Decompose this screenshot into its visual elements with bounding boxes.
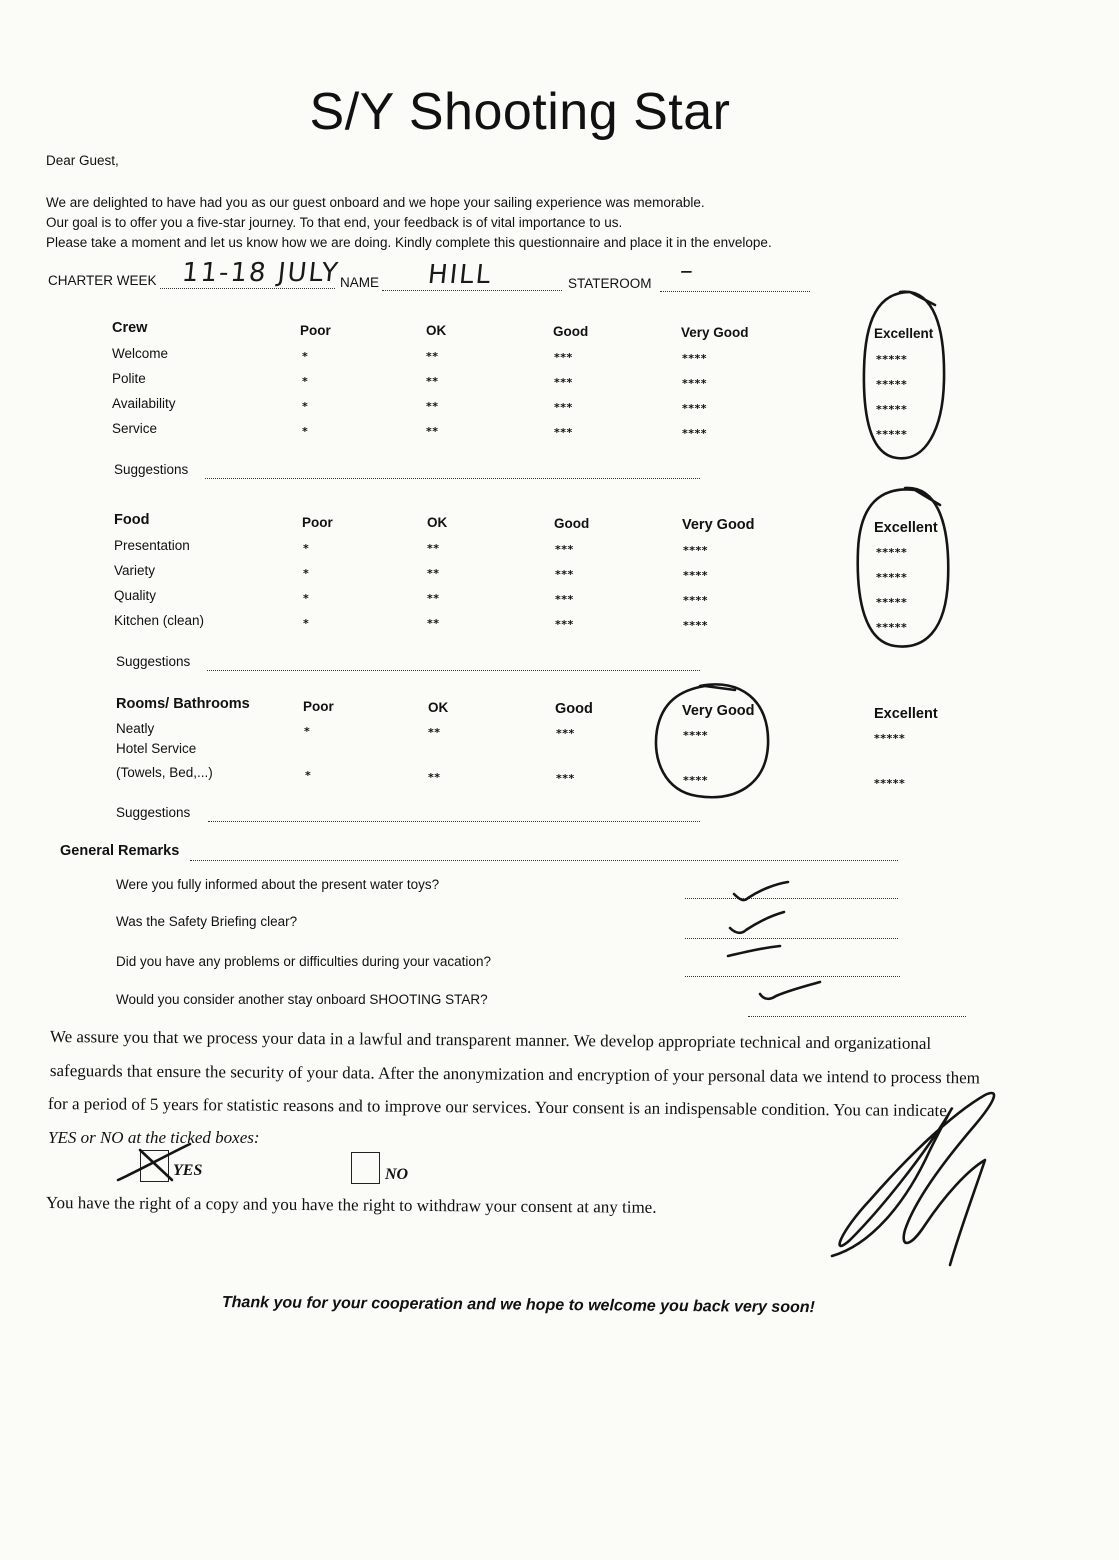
rating-ok[interactable]: **: [426, 350, 439, 363]
name-label: NAME: [340, 275, 380, 290]
rating-good[interactable]: ***: [555, 618, 574, 631]
rating-good[interactable]: ***: [554, 376, 573, 389]
rating-poor[interactable]: *: [303, 592, 310, 605]
no-checkbox[interactable]: [351, 1152, 380, 1184]
greeting: Dear Guest,: [46, 153, 119, 168]
rating-good[interactable]: ***: [555, 543, 574, 556]
rating-ok[interactable]: **: [427, 567, 440, 580]
rating-good[interactable]: ***: [556, 772, 575, 785]
col-excellent: Excellent: [874, 706, 938, 722]
col-excellent: Excellent: [874, 520, 938, 536]
stateroom-value[interactable]: –: [678, 256, 697, 286]
no-label: NO: [385, 1166, 409, 1183]
name-value[interactable]: HILL: [426, 260, 494, 290]
rating-poor[interactable]: *: [305, 769, 312, 782]
rating-excellent[interactable]: *****: [874, 732, 906, 745]
rating-good[interactable]: ***: [554, 401, 573, 414]
item-variety: Variety: [114, 563, 156, 578]
rating-poor[interactable]: *: [303, 542, 310, 555]
consent-line-2: safeguards that ensure the security of your data. After the anonymization and encryption of your personal data we intend to process them: [49, 1061, 980, 1088]
rating-excellent[interactable]: *****: [874, 777, 906, 790]
question-safety-briefing: Was the Safety Briefing clear?: [116, 914, 298, 929]
col-poor: Poor: [300, 323, 331, 338]
rating-excellent[interactable]: *****: [876, 378, 908, 391]
answer-safety-check-icon[interactable]: [728, 912, 784, 938]
rating-very-good[interactable]: ****: [682, 402, 708, 415]
rating-very-good[interactable]: ****: [682, 427, 708, 440]
item-kitchen: Kitchen (clean): [114, 613, 205, 628]
answer-another-stay-check-icon[interactable]: [758, 980, 820, 1006]
consent-line-3: for a period of 5 years for statistic reasons and to improve our services. Your consent is an indispensable condition. You can indicate: [47, 1094, 947, 1121]
item-neatly: Neatly: [116, 721, 155, 736]
rating-ok[interactable]: **: [426, 375, 439, 388]
rating-very-good[interactable]: ****: [683, 569, 709, 582]
suggestions-line-crew[interactable]: [205, 478, 700, 479]
consent-line-1: We assure you that we process your data in a lawful and transparent manner. We develop appropriate technical and organizational: [49, 1027, 932, 1053]
rating-good[interactable]: ***: [555, 568, 574, 581]
intro-line-3: Please take a moment and let us know how we are doing. Kindly complete this questionnaire and place it in the envelope.: [46, 235, 772, 250]
item-towels-bed: (Towels, Bed,...): [116, 765, 213, 780]
closing-message: Thank you for your cooperation and we hope to welcome you back very soon!: [221, 1294, 815, 1317]
col-very-good: Very Good: [681, 325, 749, 340]
item-quality: Quality: [114, 588, 157, 603]
rating-good[interactable]: ***: [554, 426, 573, 439]
suggestions-line-food[interactable]: [207, 670, 700, 671]
rating-excellent[interactable]: *****: [876, 571, 908, 584]
rating-excellent[interactable]: *****: [876, 546, 908, 559]
general-remarks-line[interactable]: [190, 860, 898, 861]
suggestions-label-food: Suggestions: [116, 654, 191, 669]
rating-very-good[interactable]: ****: [682, 352, 708, 365]
page-title: S/Y Shooting Star: [309, 83, 731, 141]
rating-excellent[interactable]: *****: [876, 621, 908, 634]
rating-excellent[interactable]: *****: [876, 596, 908, 609]
stateroom-label: STATEROOM: [568, 276, 652, 291]
col-excellent: Excellent: [874, 326, 934, 341]
suggestions-line-rooms[interactable]: [208, 821, 700, 822]
rating-good[interactable]: ***: [555, 593, 574, 606]
col-poor: Poor: [303, 699, 334, 714]
answer-problems-dash-icon[interactable]: [726, 944, 782, 964]
item-welcome: Welcome: [112, 346, 169, 361]
question-problems: Did you have any problems or difficulties during your vacation?: [116, 954, 491, 969]
question-another-stay: Would you consider another stay onboard SHOOTING STAR?: [116, 992, 488, 1007]
item-availability: Availability: [112, 396, 176, 411]
col-ok: OK: [427, 515, 448, 530]
rating-very-good[interactable]: ****: [683, 774, 709, 787]
charter-week-label: CHARTER WEEK: [48, 273, 157, 288]
col-good: Good: [554, 516, 590, 531]
item-hotel-service: Hotel Service: [116, 741, 197, 756]
col-good: Good: [553, 324, 589, 339]
rating-ok[interactable]: **: [427, 592, 440, 605]
section-heading-food: Food: [114, 512, 150, 528]
rating-good[interactable]: ***: [556, 727, 575, 740]
rating-ok[interactable]: **: [426, 425, 439, 438]
answer-water-toys-check-icon[interactable]: [732, 878, 788, 904]
rating-poor[interactable]: *: [304, 725, 311, 738]
section-heading-crew: Crew: [112, 320, 148, 336]
section-heading-rooms: Rooms/ Bathrooms: [116, 696, 250, 712]
item-polite: Polite: [112, 371, 146, 386]
rating-poor[interactable]: *: [302, 350, 309, 363]
rating-excellent[interactable]: *****: [876, 353, 908, 366]
rating-very-good[interactable]: ****: [682, 377, 708, 390]
suggestions-label-rooms: Suggestions: [116, 805, 191, 820]
intro-line-2: Our goal is to offer you a five-star journey. To that end, your feedback is of vital importance to us.: [46, 215, 623, 230]
item-service: Service: [112, 421, 158, 436]
col-very-good: Very Good: [682, 703, 755, 719]
consent-line-4: YES or NO at the ticked boxes:: [48, 1128, 260, 1147]
rating-good[interactable]: ***: [554, 351, 573, 364]
rating-ok[interactable]: **: [428, 726, 441, 739]
rating-excellent[interactable]: *****: [876, 428, 908, 441]
item-presentation: Presentation: [114, 538, 190, 553]
intro-line-1: We are delighted to have had you as our guest onboard and we hope your sailing experience was memorable.: [46, 195, 705, 210]
rights-text: You have the right of a copy and you have the right to withdraw your consent at any time.: [45, 1193, 657, 1217]
col-ok: OK: [426, 323, 447, 338]
col-poor: Poor: [302, 515, 333, 530]
yes-label: YES: [173, 1162, 203, 1179]
general-remarks-label: General Remarks: [60, 843, 180, 859]
rating-poor[interactable]: *: [303, 567, 310, 580]
rating-ok[interactable]: **: [427, 617, 440, 630]
question-water-toys: Were you fully informed about the present water toys?: [116, 877, 440, 892]
rating-ok[interactable]: **: [427, 542, 440, 555]
rating-poor[interactable]: *: [302, 425, 309, 438]
rating-poor[interactable]: *: [303, 617, 310, 630]
col-good: Good: [555, 701, 593, 717]
rating-ok[interactable]: **: [426, 400, 439, 413]
rating-poor[interactable]: *: [302, 400, 309, 413]
rating-very-good[interactable]: ****: [683, 619, 709, 632]
signature-image: [825, 1085, 1005, 1265]
rating-very-good[interactable]: ****: [683, 544, 709, 557]
rating-poor[interactable]: *: [302, 375, 309, 388]
col-very-good: Very Good: [682, 517, 755, 533]
rating-ok[interactable]: **: [428, 771, 441, 784]
rating-excellent[interactable]: *****: [876, 403, 908, 416]
col-ok: OK: [428, 700, 449, 715]
yes-checkbox[interactable]: [140, 1150, 169, 1182]
rating-very-good[interactable]: ****: [683, 594, 709, 607]
charter-week-value[interactable]: 11-18 JULY: [180, 258, 342, 288]
rating-very-good[interactable]: ****: [683, 729, 709, 742]
suggestions-label-crew: Suggestions: [114, 462, 189, 477]
